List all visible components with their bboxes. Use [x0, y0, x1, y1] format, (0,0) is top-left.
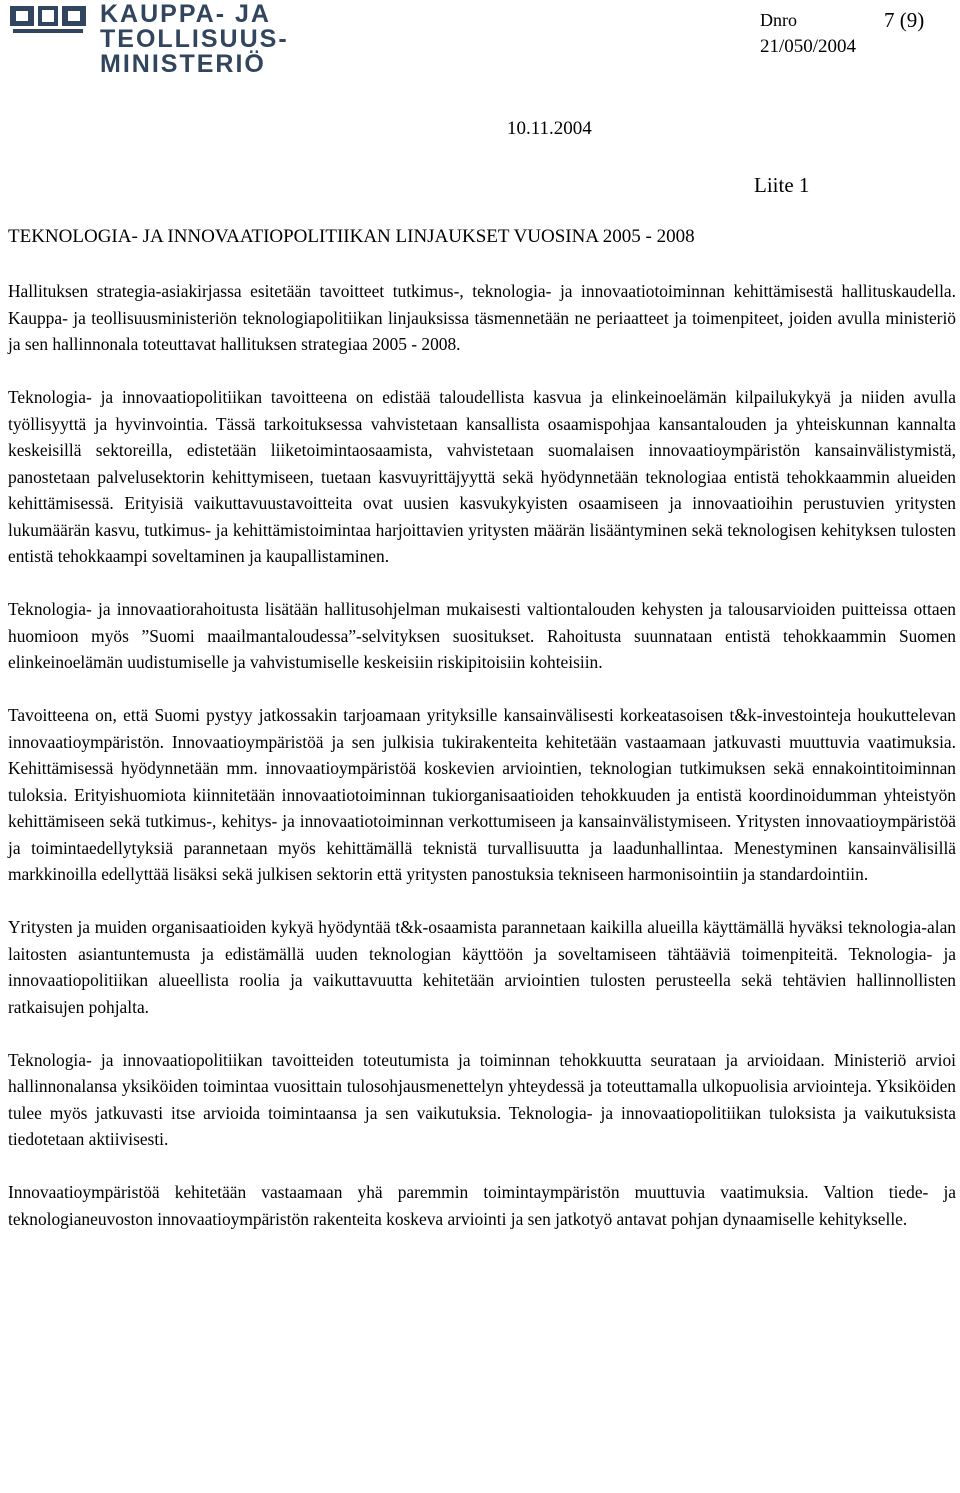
paragraph: Teknologia- ja innovaatiopolitiikan tavoitteena on edistää taloudellista kasvua ja elinkeinoelämän kilpailukykyä ja niiden avulla työllisyyttä ja hyvinvointia. Tässä tarkoituksessa vahvistetaan kansallista osaamispohjaa kansantalouden ja yhteiskunnan kannalta keskeisillä sektoreilla, edistetään liiketoimintaosaamista, vahvistetaan suomalaisen innovaatioympäristön kansainvälistymistä, panostetaan palvelusektorin kehittymiseen, tuetaan kasvuyrittäjyyttä sekä hyödynnetään teknologiaa entistä tehokkaammin alueiden kehittämisessä. Erityisiä vaikuttavuustavoitteita ovat uusien kasvukykyisten osaamiseen ja innovaatioihin perustuvien yritysten lukumäärän kasvu, tutkimus- ja kehittämistoimintaa harjoittavien yritysten määrän lisääntyminen sekä teknologisen kehityksen tulosten entistä tehokkaampi soveltaminen ja kaupallistaminen. [8, 387, 956, 566]
document-body [8, 278, 956, 1259]
dnro-value: 21/050/2004 [760, 36, 857, 57]
paragraph: Teknologia- ja innovaatiorahoitusta lisätään hallitusohjelman mukaisesti valtiontalouden kehysten ja talousarvioiden puitteissa ottaen huomioon myös ”Suomi maailmantaloudessa”-selvityksen suositukset. Rahoitusta suunnataan entistä tehokkaammin Suomen elinkeinoelämän uudistumiselle ja vahvistumiselle keskeisiin riskipitoisiin kohteisiin. [8, 599, 956, 672]
paragraph: Tavoitteena on, että Suomi pystyy jatkossakin tarjoamaan yrityksille kansainvälisesti korkeatasoisen t&k-investointeja houkuttelevan innovaatioympäristön. Innovaatioympäristöä ja sen julkisia tukirakenteita kehitetään vastaamaan jatkuvasti muuttuvia vaatimuksia. Kehittämisessä hyödynnetään mm. innovaatioympäristöä koskevien arviointien, teknologian tutkimuksen sekä ennakointitoiminnan tuloksia. Erityishuomiota kiinnitetään innovaatiotoiminnan tukiorganisaatioiden tehokkuuden ja entistä koordinoidumman yhteistyön kehittämiseen sekä tutkimus-, kehitys- ja innovaatiotoiminnan verkottumiseen ja kansainvälistymiseen. Yritysten innovaatioympäristöä ja toimintaedellytyksiä parannetaan myös kehittämällä teknistä turvallisuutta ja laadunhallintaa. Menestyminen kansainvälisillä markkinoilla edellyttää lisäksi sekä julkisen sektorin että yritysten panostuksia tekniseen harmonisointiin ja standardointiin. [8, 705, 956, 884]
page-number: 7 (9) [884, 8, 925, 32]
logo-line: TEOLLISUUS- [100, 25, 289, 53]
appendix-label: Liite 1 [754, 173, 810, 197]
document-date: 10.11.2004 [507, 118, 592, 139]
paragraph: Hallituksen strategia-asiakirjassa esitetään tavoitteet tutkimus-, teknologia- ja innovaatiotoiminnan kehittämisestä hallituskaudella. Kauppa- ja teollisuusministeriön teknologiapolitiikan linjauksissa täsmennetään ne periaatteet ja toimenpiteet, joiden avulla ministeriö ja sen hallinnonala toteuttavat hallituksen strategiaa 2005 - 2008. [8, 281, 956, 354]
paragraph: Yritysten ja muiden organisaatioiden kykyä hyödyntää t&k-osaamista parannetaan kaikilla alueilla käyttämällä hyväksi teknologia-alan laitosten asiantuntemusta ja edistämällä uuden teknologian käyttöön ja soveltamiseen tähtääviä toimenpiteitä. Teknologia- ja innovaatiopolitiikan alueellista roolia ja vaikuttavuutta kehitetään arviointien tulosten perusteella sekä tehtävien hallinnollisten ratkaisujen pohjalta. [8, 917, 956, 1017]
document-title: TEKNOLOGIA- JA INNOVAATIOPOLITIIKAN LINJAUKSET VUOSINA 2005 - 2008 [8, 226, 695, 247]
dnro-label: Dnro [760, 10, 797, 30]
logo-line: MINISTERIÖ [100, 50, 266, 78]
ministry-logo [8, 0, 289, 82]
logo-line: KAUPPA- JA [100, 0, 271, 28]
paragraph: Innovaatioympäristöä kehitetään vastaamaan yhä paremmin toimintaympäristön muuttuvia vaatimuksia. Valtion tiede- ja teknologianeuvoston innovaatioympäristön rakenteita koskeva arviointi ja sen jatkotyö antavat pohjan dynaamiselle kehitykselle. [8, 1182, 956, 1229]
ministry-logo-icon [8, 4, 88, 36]
ministry-logo-text [100, 2, 289, 77]
paragraph: Teknologia- ja innovaatiopolitiikan tavoitteiden toteutumista ja toiminnan tehokkuutta seurataan ja arvioidaan. Ministeriö arvioi hallinnonalansa yksiköiden toimintaa vuosittain tulosohjausmenettelyn yhteydessä ja toteuttamalla ulkopuolisia arviointeja. Yksiköiden tulee myös jatkuvasti itse arvioida toimintaansa ja sen vaikutuksia. Teknologia- ja innovaatiopolitiikan tuloksista ja vaikutuksista tiedotetaan aktiivisesti. [8, 1049, 956, 1149]
